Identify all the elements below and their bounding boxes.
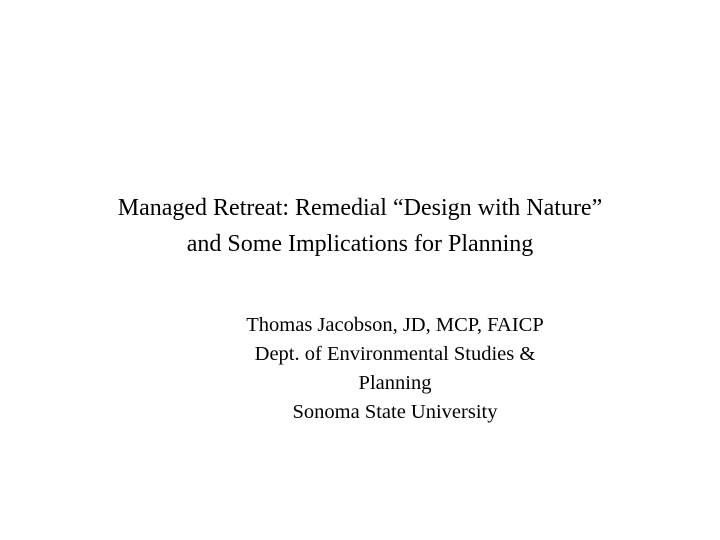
department-line-2: Planning (358, 372, 432, 394)
university-name: Sonoma State University (292, 401, 498, 423)
department-line-1: Dept. of Environmental Studies & (254, 343, 536, 365)
author-name: Thomas Jacobson, JD, MCP, FAICP (246, 314, 544, 336)
slide-title (40, 190, 680, 262)
title-line-2: and Some Implications for Planning (186, 231, 534, 257)
title-line-1: Managed Retreat: Remedial “Design with Nature” (117, 195, 603, 221)
slide-subtitle (195, 311, 595, 427)
